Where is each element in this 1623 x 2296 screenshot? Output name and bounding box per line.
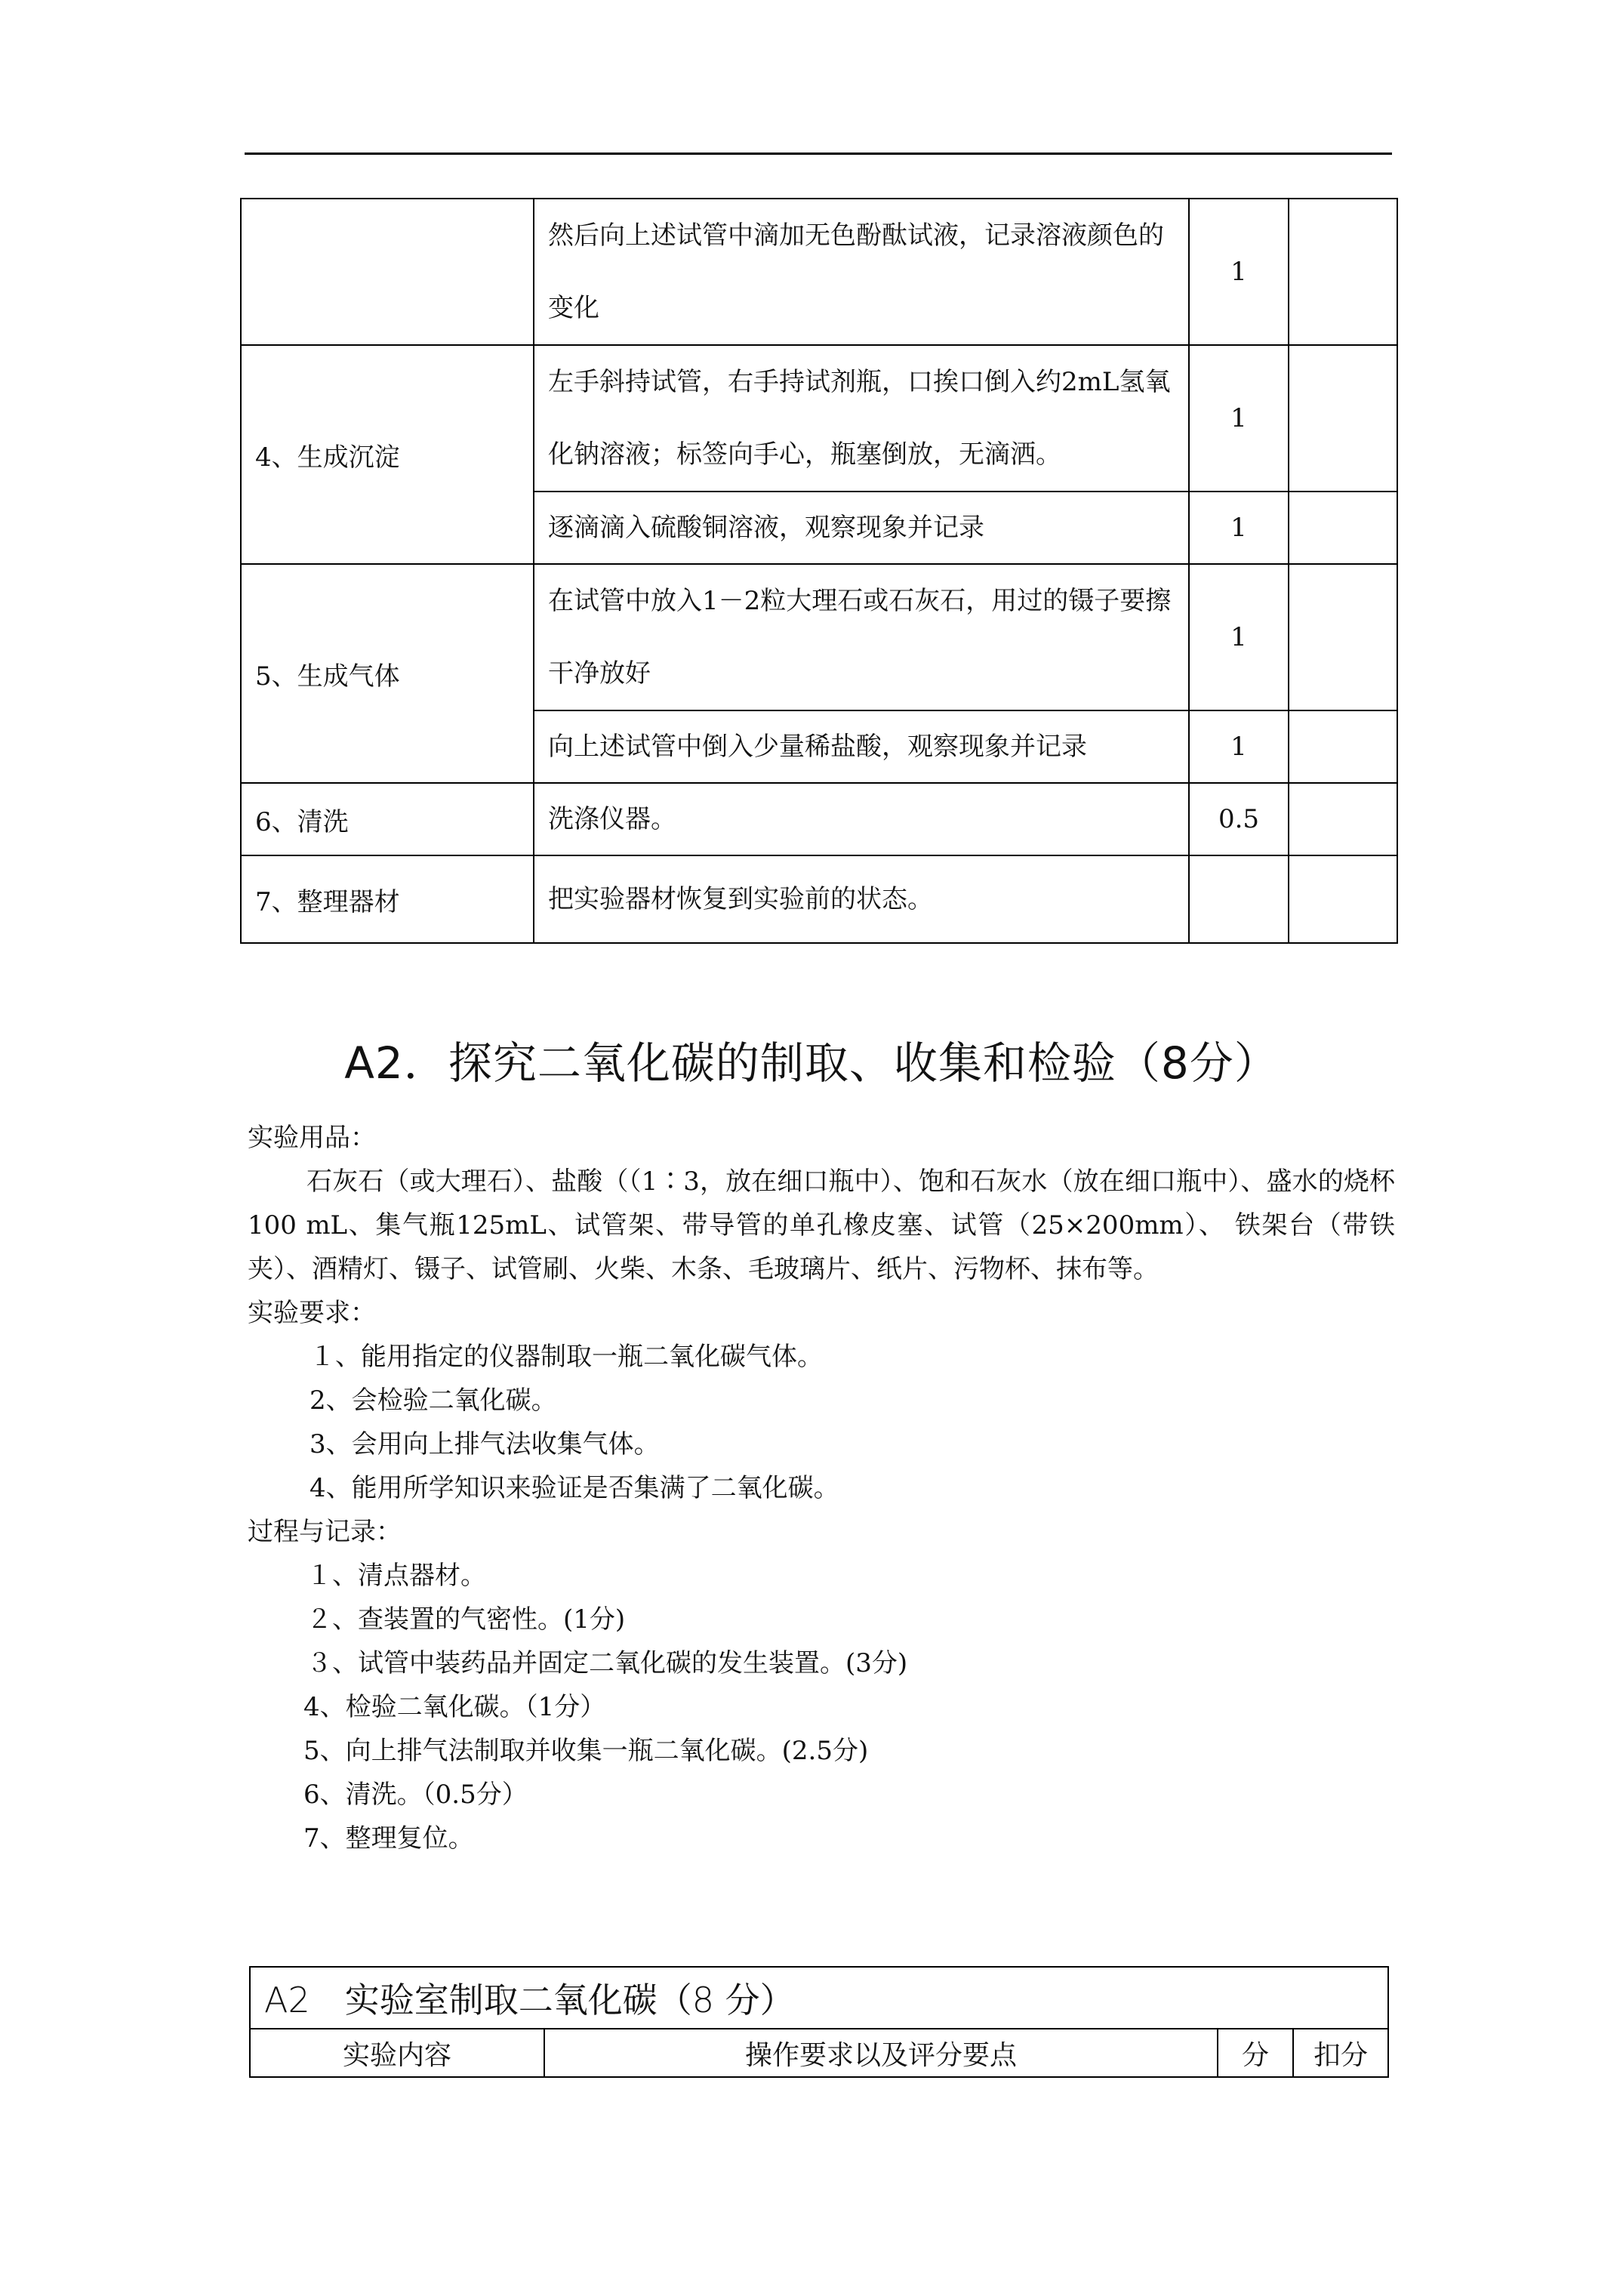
section-cell bbox=[241, 199, 534, 345]
section-title: A2．探究二氧化碳的制取、收集和检验（8分） bbox=[344, 1037, 1279, 1089]
requirement-item: １、能用指定的仪器制取一瓶二氧化碳气体。 bbox=[310, 1342, 823, 1372]
process-item: 4、检验二氧化碳。（1分） bbox=[303, 1692, 606, 1722]
score-cell: 1 bbox=[1189, 564, 1289, 710]
requirement-item: 3、会用向上排气法收集气体。 bbox=[310, 1429, 660, 1459]
table-row bbox=[241, 564, 1397, 710]
deduction-cell bbox=[1289, 710, 1397, 783]
table-row bbox=[241, 199, 1397, 345]
header-cell-deduction: 扣分 bbox=[1293, 2029, 1388, 2077]
requirement-item: 4、能用所学知识来验证是否集满了二氧化碳。 bbox=[310, 1473, 839, 1503]
deduction-cell bbox=[1289, 783, 1397, 855]
requirements-heading: 实验要求： bbox=[248, 1298, 376, 1328]
process-item: 7、整理复位。 bbox=[303, 1823, 474, 1854]
operation-cell: 然后向上述试管中滴加无色酚酞试液，记录溶液颜色的变化 bbox=[534, 199, 1189, 345]
score-cell bbox=[1189, 855, 1289, 943]
table-row bbox=[241, 855, 1397, 943]
section-cell: 6、清洗 bbox=[241, 783, 534, 855]
operation-cell: 洗涤仪器。 bbox=[534, 783, 1189, 855]
operation-cell: 左手斜持试管，右手持试剂瓶，口挨口倒入约2mL氢氧化钠溶液；标签向手心，瓶塞倒放，无滴洒。 bbox=[534, 345, 1189, 492]
operation-cell: 把实验器材恢复到实验前的状态。 bbox=[534, 855, 1189, 943]
score-cell: 0.5 bbox=[1189, 783, 1289, 855]
deduction-cell bbox=[1289, 855, 1397, 943]
score-cell: 1 bbox=[1189, 199, 1289, 345]
materials-heading: 实验用品： bbox=[248, 1123, 376, 1153]
deduction-cell bbox=[1289, 345, 1397, 492]
section-body bbox=[248, 1116, 1395, 1860]
operation-cell: 逐滴滴入硫酸铜溶液，观察现象并记录 bbox=[534, 492, 1189, 564]
operation-cell: 在试管中放入1－2粒大理石或石灰石，用过的镊子要擦干净放好 bbox=[534, 564, 1189, 710]
table-row bbox=[241, 783, 1397, 855]
section-cell: 4、生成沉淀 bbox=[241, 345, 534, 564]
header-cell-requirements: 操作要求以及评分要点 bbox=[544, 2029, 1218, 2077]
process-item: ２、查装置的气密性。(1分) bbox=[306, 1604, 626, 1635]
section-cell: 5、生成气体 bbox=[241, 564, 534, 783]
table-header-row bbox=[250, 2029, 1388, 2077]
process-item: 5、向上排气法制取并收集一瓶二氧化碳。(2.5分) bbox=[303, 1736, 869, 1766]
scoring-table-a1-continued bbox=[240, 198, 1398, 944]
score-cell: 1 bbox=[1189, 345, 1289, 492]
deduction-cell bbox=[1289, 199, 1397, 345]
operation-cell: 向上述试管中倒入少量稀盐酸，观察现象并记录 bbox=[534, 710, 1189, 783]
process-item: ３、试管中装药品并固定二氧化碳的发生装置。(3分) bbox=[306, 1648, 908, 1678]
process-heading: 过程与记录： bbox=[248, 1517, 402, 1547]
score-cell: 1 bbox=[1189, 710, 1289, 783]
table-row bbox=[241, 345, 1397, 492]
section-cell: 7、整理器材 bbox=[241, 855, 534, 943]
process-item: １、清点器材。 bbox=[306, 1561, 486, 1591]
requirement-item: 2、会检验二氧化碳。 bbox=[310, 1385, 557, 1416]
table-caption-row bbox=[250, 1967, 1388, 2029]
process-item: 6、清洗。（0.5分） bbox=[303, 1780, 528, 1810]
table-caption: A2 实验室制取二氧化碳（8 分） bbox=[250, 1967, 1388, 2029]
header-rule bbox=[245, 153, 1392, 155]
score-cell: 1 bbox=[1189, 492, 1289, 564]
deduction-cell bbox=[1289, 564, 1397, 710]
deduction-cell bbox=[1289, 492, 1397, 564]
materials-text: 石灰石（或大理石）、盐酸（（1∶3，放在细口瓶中）、饱和石灰水（放在细口瓶中）、盛水的烧杯100 mL、集气瓶125mL、试管架、带导管的单孔橡皮塞、试管（25×200mm）、 铁架台（带铁夹）、酒精灯、镊子、试管刷、火柴、木条、毛玻璃片、纸片、污物杯、抹布等。 bbox=[248, 1166, 1395, 1284]
header-cell-score: 分 bbox=[1218, 2029, 1293, 2077]
header-cell-content: 实验内容 bbox=[250, 2029, 544, 2077]
scoring-table-a2 bbox=[249, 1966, 1389, 2078]
